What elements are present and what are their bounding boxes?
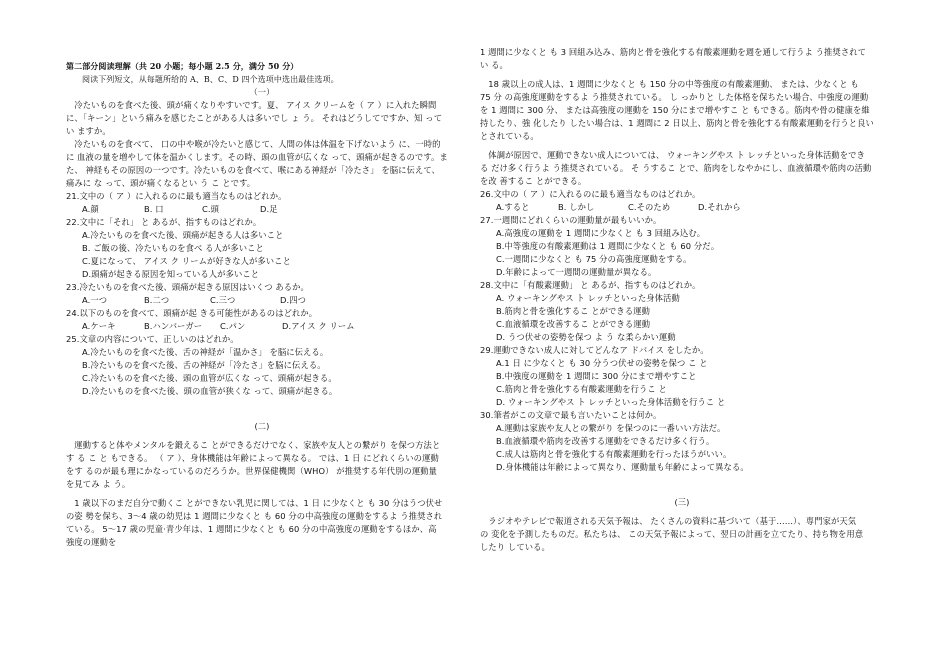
passage-3	[480, 515, 884, 554]
option-b: B.ハンバーガー	[144, 321, 203, 331]
left-column	[66, 60, 458, 549]
passage-line: 運動すると体やメンタルを鍛えるこ とができるだけでなく、家族や友人との繋がり を保つ方法と	[74, 440, 441, 450]
passage-line: の 変化を予測したものだ。私たちは、 この天気予報によって、翌日の計画を立てたり、持ち物を用意	[480, 529, 864, 539]
passage-line: い る。	[480, 60, 508, 70]
option-d: D.四つ	[280, 295, 307, 305]
question-stem: 22.文中に「それ」 と あるが、指すものはどれか。	[66, 217, 262, 227]
passage-2-continuation	[480, 46, 884, 72]
passage-line: た、 神経もその原因の一つです。冷たいものを食べて、喉にある神経が「冷たさ」 を脳に伝えて、	[66, 165, 440, 175]
option-a: A.すると	[496, 202, 530, 212]
question-26	[480, 188, 884, 214]
option-c: C.夏になって、 アイス ク リームが好きな人が多いこと	[82, 256, 291, 266]
question-stem: 25.文章の内容について、正しいのはどれか。	[66, 334, 239, 344]
option-b: B.血液循環や筋肉を改善する運動をできるだけ多く行う。	[496, 436, 715, 446]
passage-line: したり している。	[480, 542, 550, 552]
passage-line: をす るのが最も理にかなっているのだろうか。世界保健機関（WHO） が推奨する年代別の運動量	[66, 466, 438, 476]
option-d: D.足	[260, 204, 278, 214]
passage-3-marker: (三)	[674, 497, 690, 507]
option-b: B.中等強度の有酸素運動は 1 週間に少なくと も 60 分だ。	[496, 241, 720, 251]
question-21	[66, 190, 458, 216]
question-stem: 27.一週間にどれくらいの運動量が最もいいか。	[480, 215, 662, 225]
passage-line: 持したり、強 化したり したい場合は、1 週間に 2 日以上、筋肉と骨を強化する有酸素運動を行うと良い	[480, 118, 874, 128]
option-d: D.身体機能は年齢によって異なり、運動量も年齢によって異なる。	[496, 462, 749, 472]
question-stem: 26.文中の（ ア ）に入れるのに最も適当なものはどれか。	[480, 189, 701, 199]
question-25	[66, 333, 458, 398]
passage-line: 75 分 の高強度運動をするよ う推奨されている。 し っかりと した体格を保ちたい場合、中強度の運動	[480, 92, 869, 102]
passage-2-marker: (二)	[254, 421, 270, 431]
option-c: C.パン	[220, 321, 246, 331]
option-a: A.1 日 に少なくと も 30 分うつ伏せの姿勢を保つ こ と	[496, 358, 708, 368]
passage-line: 1 歳以下のまだ自分で動くこ とができない乳児に関しては、1 日 に少なくと も 30 分はうつ伏せ	[74, 498, 443, 508]
passage-2	[66, 439, 458, 549]
passage-line: 冷たいものを食べて、 口の中や喉が冷たいと感じて、人間の体は体温を下げないよう に、一時的	[74, 139, 441, 149]
section-instruction: 阅读下列短文，从每题所给的 A、B、C、D 四个选项中选出最佳选项。	[82, 75, 339, 84]
passage-line: を改 善するこ とができる。	[480, 176, 587, 186]
option-d: D.頭痛が起きる原因を知っている人が多いこと	[82, 269, 260, 279]
option-c: C.三つ	[210, 295, 236, 305]
option-b: B.筋肉と骨を強化するこ とができる運動	[496, 306, 651, 316]
option-d: D.年齢によって一週間の運動量が異なる。	[496, 267, 657, 277]
option-d: D.それから	[698, 202, 741, 212]
passage-1	[66, 99, 458, 190]
option-d: D. ウォーキングやス ト レッチといった身体活動を行うこ と	[496, 397, 726, 407]
question-24	[66, 307, 458, 333]
option-b: B.冷たいものを食べた後、舌の神経が「冷たさ」を脳に伝える。	[82, 360, 326, 370]
passage-line: に、「キーン」という痛みを感じたことがある人は多いでし ょ う。 それはどうしてですか、知 って	[66, 113, 443, 123]
option-d: D.冷たいものを食べた後、頭の血管が狭くな って、頭痛が起きる。	[82, 386, 338, 396]
paragraph-adult	[480, 78, 884, 143]
passage-line: に 血液の量を増やして体を温かくします。その時、頭の血管が広くな って、頭痛が起きるのです。ま	[66, 152, 448, 162]
option-d: D. うつ伏せの姿勢を保つ よ う な柔らかい運動	[496, 332, 676, 342]
passage-line: 18 歳以上の成人は、1 週間に少なくと も 150 分の中等強度の有酸素運動、 または、少なくと も	[488, 79, 859, 89]
option-row	[66, 320, 458, 333]
option-c: C.血液循環を改善するこ とができる運動	[496, 319, 651, 329]
option-a: A.一つ	[82, 295, 108, 305]
option-a: A.冷たいものを食べた後、舌の神経が「温かさ」 を脳に伝える。	[82, 347, 329, 357]
question-30	[480, 409, 884, 474]
passage-line: い ますか。	[66, 126, 111, 136]
passage-line: る だけ多く行うよ う推奨されている。 そ うするこ とで、筋肉をしなやかにし、血液循環や筋肉の活動	[480, 163, 872, 173]
option-c: C.そのため	[628, 202, 671, 212]
option-b: B.中強度の運動を 1 週間に 300 分にまで増やすこと	[496, 371, 697, 381]
option-a: A.運動は家族や友人との繋がり を保つのに一番いい方法だ。	[496, 423, 726, 433]
option-b: B. 口	[144, 204, 164, 214]
passage-line: 体調が原因で、運動できない成人については、 ウォーキングやス ト レッチといった身体活動をでき	[488, 150, 865, 160]
right-column	[480, 46, 884, 554]
passage-line: 痛みに な って、頭が痛くなるとい う こ とです。	[66, 178, 256, 188]
paragraph-disabled	[480, 149, 884, 188]
question-28	[480, 279, 884, 344]
option-row	[66, 294, 458, 307]
passage-line: 冷たいものを食べた後、頭が痛くなりやすいです。夏、 アイス クリームを（ ア ）に入れた瞬間	[74, 100, 437, 110]
option-a: A.冷たいものを食べた後、頭痛が起きる人は多いこと	[82, 230, 284, 240]
passage-line: を見てみ よ う。	[66, 479, 131, 489]
option-c: C.頭	[202, 204, 220, 214]
question-stem: 21.文中の（ ア ）に入れるのに最も適当なものはどれか。	[66, 191, 287, 201]
question-22	[66, 216, 458, 281]
question-stem: 24.以下のものを食べて、頭痛が起 きる可能性があるのはどれか。	[66, 308, 318, 318]
passage-line: 強度の運動を	[66, 537, 117, 547]
option-a: A.高強度の運動を 1 週間に少なくと も 3 回組み込む。	[496, 228, 706, 238]
question-29	[480, 344, 884, 409]
option-row	[66, 203, 458, 216]
passage-1-marker: （一）	[249, 87, 275, 97]
question-stem: 23.冷たいものを食べた後、頭痛が起きる原因はいくつ あるか。	[66, 282, 309, 292]
passage-line: す る こ と もできる。 （ ア ）、身体機能は年齢によって異なる。 では、1 日 にどれくらいの運動	[66, 453, 439, 463]
option-c: C.筋肉と骨を強化する有酸素運動を行うこ と	[496, 384, 667, 394]
passage-line: を 1 週間に 300 分、 または高強度の運動を 150 分にまで増やすこ と もできる。筋肉や骨の健康を維	[480, 105, 870, 115]
question-stem: 29.運動できない成人に対してどんなア ドバイス をしたか。	[480, 345, 709, 355]
option-c: C.一週間に少なくと も 75 分の高強度運動をする。	[496, 254, 692, 264]
option-b: B. ご飯の後、冷たいものを食べ る人が多いこと	[82, 243, 264, 253]
question-stem: 28.文中に「有酸素運動」 と あるが、指すものはどれか。	[480, 280, 701, 290]
option-a: A.顔	[82, 204, 99, 214]
option-a: A.ケーキ	[82, 321, 116, 331]
option-c: C.冷たいものを食べた後、頭の血管が広くな って、頭痛が起きる。	[82, 373, 337, 383]
passage-line: とされている。	[480, 131, 539, 141]
question-stem: 30.筆者がこの文章で最も言いたいことは何か。	[480, 410, 662, 420]
passage-line: 1 週間に少なくと も 3 回組み込み、筋肉と骨を強化する有酸素運動を週を通して行うよ う推奨されて	[480, 47, 867, 57]
option-row	[480, 201, 884, 214]
option-d: D.アイス ク リーム	[282, 321, 355, 331]
option-a: A. ウォーキングやス ト レッチといった身体活動	[496, 293, 680, 303]
option-c: C.成人は筋肉と骨を強化する有酸素運動を行ったほうがいい。	[496, 449, 732, 459]
passage-line: ている。 5～17 歳の児童·青少年は、1 週間に少なくと も 60 分の中高強度の運動をするほか、高	[66, 524, 437, 534]
option-b: B. しかし	[558, 202, 595, 212]
question-27	[480, 214, 884, 279]
passage-line: の姿 勢を保ち、3～4 歳の幼児は 1 週間に少なくと も 60 分の中高強度の運動をするよ う推奨され	[66, 511, 443, 521]
question-23	[66, 281, 458, 307]
option-b: B.二つ	[144, 295, 170, 305]
section-title: 第二部分阅读理解（共 20 小题；每小题 2.5 分，满分 50 分）	[66, 61, 299, 71]
passage-line: ラジオやテレビで報道される天気予報は、 たくさんの資料に基づいて（基于……）、専門家が天気	[488, 516, 857, 526]
